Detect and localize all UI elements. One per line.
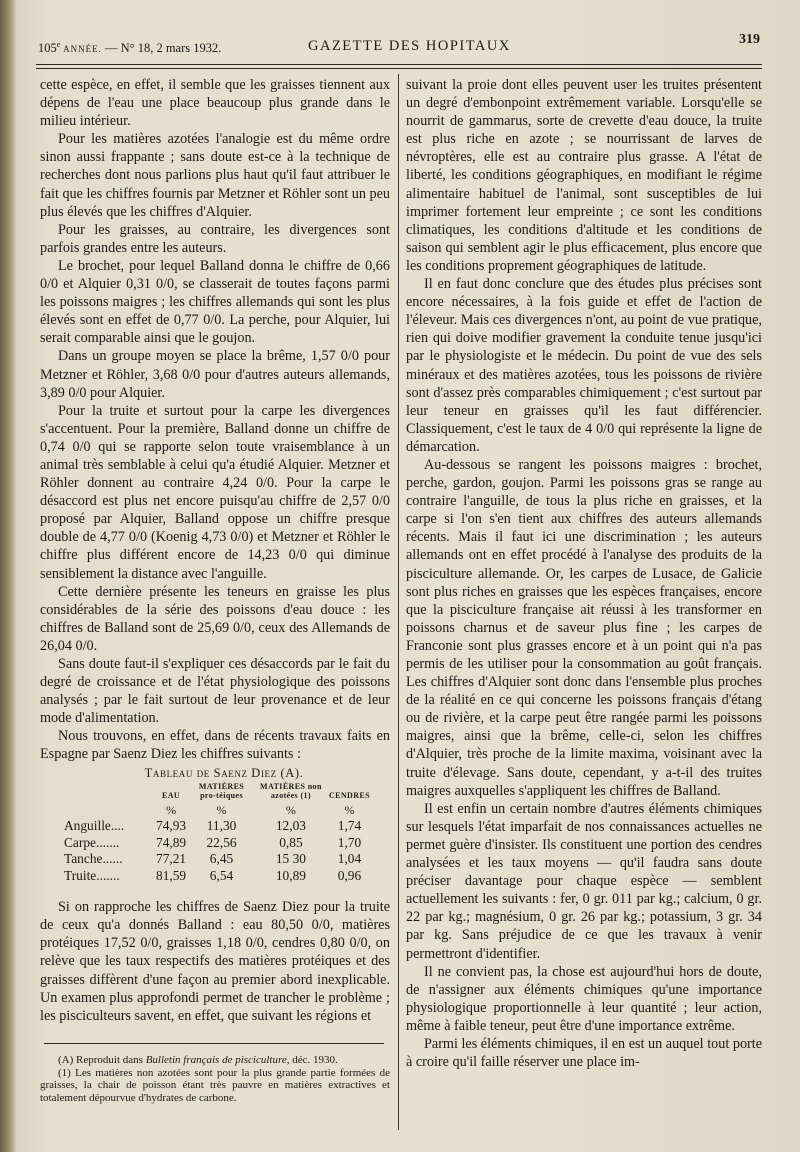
volume-sup: e xyxy=(56,40,61,49)
footnote-a-title: Bulletin français de pisciculture xyxy=(145,1053,287,1066)
paragraph: Nous trouvons, en effet, dans de récents travaux faits en Espagne par Saenz Diez les chiffres suivants : xyxy=(40,728,390,763)
footnote-1: (1) Les matières non azotées sont pour la plus grande partie formées de graisses, la chair de poisson étant très pauvre en matières extractives et totalement dépourvue d'hydrates de carbone. xyxy=(40,1066,390,1105)
volume-number: 105 xyxy=(38,41,57,56)
footnote-a-prefix: (A) Reproduit dans xyxy=(58,1053,146,1066)
paragraph: suivant la proie dont elles peuvent user les truites présentent un degré d'embonpoint extrêmement variable. Lorsqu'elle se nourrit de gammarus, sorte de crevette d'eau douce, la truite est plus riche en azote ; se nourrissant de larves de névroptères, elle est au contraire plus grasse. A l'état de liberté, les conditions géographiques, en modifiant le régime alimentaire habituel de l'animal, sont susceptibles de lui imprimer fortement leur empreinte ; ce sont les conditions climatiques, les conditions d'altitude et les conditions de saison qui semblent agir le plus efficacement, plus encore que les conditions proprement géographiques de latitude. xyxy=(406,77,762,274)
table-row-label: Tanche...... xyxy=(64,851,123,867)
left-column xyxy=(40,76,390,1105)
footnote-rule xyxy=(44,1043,384,1044)
table-unit-cell xyxy=(62,802,154,819)
paragraph: Au-dessous se rangent les poissons maigres : brochet, perche, gardon, goujon. Parmi les poissons gras se range au contraire l'anguille, de tous la plus riche en graisses, et la carpe si l'on s'en tient aux chiffres des auteurs allemands récents. Mais il faut ici une discrimination ; les auteurs allemands ont en effet procédé à l'analyse des produits de la pisciculture allemande. Or, les carpes de Lusace, de Galicie sont plus riches en graisses que les espèces françaises, encore que la pisciculture française ait réussi à les transformer en poissons charnus et de saveur plus fine ; les carpes de Franconie sont plus grasses encore et à un point qui n'a pas permis de les utiliser pour la consommation au goût français. Les chiffres d'Alquier sont donc dans l'ensemble plus proches de la réalité en ce qui concerne les poissons français d'étang ou de rivière, et la carpe peut être rangée parmi les poissons maigres, ainsi que la brême, celle-ci, selon les chiffres d'Alquier, très proche de la limite maxima, voisinant avec la truite d'élevage. Sans doute, cependant, y a-t-il des truites maigres auxquelles s'appliquent les chiffres de Balland. xyxy=(406,456,762,799)
issue-date: — N° 18, 2 mars 1932. xyxy=(101,41,222,56)
table-title-prefix: Tableau de xyxy=(144,765,210,780)
running-header xyxy=(38,32,760,56)
paragraph: Il ne convient pas, la chose est aujourd'hui hors de doute, de n'assigner aux éléments chimiques qu'une importance physiologique proportionnelle à leur quantité ; leur action, même à faible teneur, peut être d'une importance extrême. xyxy=(406,963,762,1034)
table-unit-cell: % xyxy=(285,802,296,817)
footnote-a xyxy=(40,1054,390,1067)
paragraph: Pour les matières azotées l'analogie est du même ordre sinon aussi frappante ; sans doute est-ce à la technique de recherches dont nous parlions plus haut qu'il faut attribuer le fait que les chiffres fournis par Metzner et Röhler sont un peu plus élevés que les chiffres d'Alquier. xyxy=(40,131,390,220)
table-cell: 12,03 xyxy=(275,818,306,834)
paragraph: Parmi les éléments chimiques, il en est un auquel tout porte à croire qu'il faille réserver une place im- xyxy=(406,1035,762,1071)
paragraph: Le brochet, pour lequel Balland donna le chiffre de 0,66 0/0 et Alquier 0,31 0/0, se classerait de toutes façons parmi les poissons maigres ; les chiffres allemands qui sont les plus élevés sont en effet de 0,77 0/0. La perche, pour Alquier, lui serait comparable ainsi que le goujon. xyxy=(40,257,390,347)
table-cell: 6,54 xyxy=(209,867,234,883)
table-row xyxy=(62,818,372,835)
table-cell: 6,45 xyxy=(209,851,234,867)
table-cell: 22,56 xyxy=(206,834,237,850)
table-cell: 1,70 xyxy=(337,834,362,850)
table-cell: 0,85 xyxy=(279,834,303,850)
table-title-suffix: (A). xyxy=(276,765,304,780)
paragraph: Il en faut donc conclure que des études plus précises sont encore nécessaires, à la fois guide et effet de l'action de l'éleveur. Mais ces divergences n'ont, au point de vue pratique, rien qui doive modifier gravement la conduite tenue jusqu'ici par le physiologiste et le médecin. Du point de vue des sels minéraux et des matières azotées, tous les poissons de rivière sont d'assez près comparables chimiquement ; c'est surtout par leur teneur en graisses qu'il les faut différencier. Classiquement, c'est le taux de 4 0/0 qui représente la ligne de démarcation. xyxy=(406,276,762,455)
table-header-cell: CENDRES xyxy=(328,790,370,800)
table-title xyxy=(40,764,390,782)
table-cell: 81,59 xyxy=(156,867,187,883)
table-header-cell: MATIÈRES pro-téiques xyxy=(198,781,245,800)
paragraph: Dans un groupe moyen se place la brême, 1,57 0/0 pour Metzner et Röhler, 3,68 0/0 pour d'autres auteurs allemands, 3,89 0/0 pour Alquier. xyxy=(40,348,390,401)
paragraph: Pour la truite et surtout pour la carpe les divergences s'accentuent. Pour la première, Balland donne un chiffre de 0,74 0/0 qui se rapporte selon toute vraisemblance à un animal très semblable à celui qu'a étudié Alquier. Metzner et Röhler donnent au contraire 4,24 0/0. Pour la carpe le désaccord est plus net encore puisqu'au chiffre de 2,57 0/0 proposé par Alquier, Balland oppose un chiffre presque double de 4,77 0/0 (Koenig 4,73 0/0) et Metzner et Röhler le chiffre plus différent encore de 14,23 0/0 qui diminue sensiblement la distance avec l'anguille. xyxy=(40,402,390,582)
table-title-author: Saenz Diez xyxy=(213,765,277,780)
table-unit-row xyxy=(62,802,372,819)
table-cell: 1,74 xyxy=(337,818,362,834)
paragraph: Pour les graisses, au contraire, les divergences sont parfois grandes entre les auteurs. xyxy=(40,221,390,256)
page-number: 319 xyxy=(739,32,760,47)
table-header-cell: MATIÈRES non azotées (1) xyxy=(260,781,322,800)
issue-info xyxy=(38,40,221,56)
table-cell: 10,89 xyxy=(275,867,306,883)
paragraph: Si on rapproche les chiffres de Saenz Diez pour la truite de ceux qu'a donnés Balland : eau 80,50 0/0, matières protéiques 17,52 0/0, graisses 1,18 0/0, cendres 0,80 0/0, on relève que les taux respectifs des matières protéiques et des graisses diffèrent d'une façon au premier abord inexplicable. Un examen plus approfondi permet de trancher le problème ; les pisciculteurs savent, en effet, que suivant les régions et xyxy=(40,899,390,1024)
table-unit-cell: % xyxy=(344,802,355,817)
table-row xyxy=(62,835,372,852)
table-cell: 77,21 xyxy=(156,851,187,867)
table-row xyxy=(62,868,372,885)
table-cell: 15 30 xyxy=(275,851,306,867)
table-row-label: Anguille.... xyxy=(64,818,125,834)
table-header-cell xyxy=(62,782,154,802)
column-separator xyxy=(398,74,399,1130)
table-row-label: Truite....... xyxy=(64,867,120,883)
right-column xyxy=(406,76,762,1071)
table-header-row xyxy=(62,782,372,802)
volume-word: ANNÉE. xyxy=(60,44,102,55)
footnote-a-suffix: , déc. 1930. xyxy=(286,1053,338,1066)
table-cell: 74,89 xyxy=(156,834,187,850)
table-cell: 11,30 xyxy=(206,818,237,834)
table-cell: 1,04 xyxy=(337,851,362,867)
paragraph: cette espèce, en effet, il semble que les graisses tiennent aux dépens de l'eau une place beaucoup plus grande dans le milieu intérieur. xyxy=(40,77,390,130)
header-rule-thin xyxy=(36,68,762,69)
table-cell: 0,96 xyxy=(337,867,362,883)
header-rule xyxy=(36,64,762,65)
composition-table xyxy=(62,782,372,885)
paragraph: Sans doute faut-il s'expliquer ces désaccords par le fait du degré de croissance et de l'état physiologique des poissons analysés ; par le fait surtout de leur provenance et de leur mode d'alimentation. xyxy=(40,656,390,727)
paragraph: Il est enfin un certain nombre d'autres éléments chimiques sur lesquels l'état imparfait de nos connaissances actuelles ne permet guère d'insister. Ils constituent une portion des cendres analysées et les taux moyens — qu'il faudra sans doute préciser davantage pour chaque espèce — semblent actuellement les suivants : fer, 0 gr. 011 par kg.; calcium, 0 gr. 22 par kg.; magnésium, 0 gr. 26 par kg.; potassium, 3 gr. 34 par kg. Sans préjudice de ce que les travaux à venir permettront d'identifier. xyxy=(406,800,762,962)
page-binding-shadow xyxy=(0,0,16,1152)
paragraph: Cette dernière présente les teneurs en graisse les plus considérables de la série des poissons d'eau douce : les chiffres de Balland sont de 25,69 0/0, ceux des Allemands de 26,04 0/0. xyxy=(40,583,390,654)
table-row-label: Carpe....... xyxy=(64,834,120,850)
table-unit-cell: % xyxy=(216,802,227,817)
table-row xyxy=(62,851,372,868)
table-cell: 74,93 xyxy=(156,818,187,834)
table-header-cell: EAU xyxy=(162,790,181,800)
table-unit-cell: % xyxy=(166,802,177,817)
journal-title: GAZETTE DES HOPITAUX xyxy=(308,38,511,54)
